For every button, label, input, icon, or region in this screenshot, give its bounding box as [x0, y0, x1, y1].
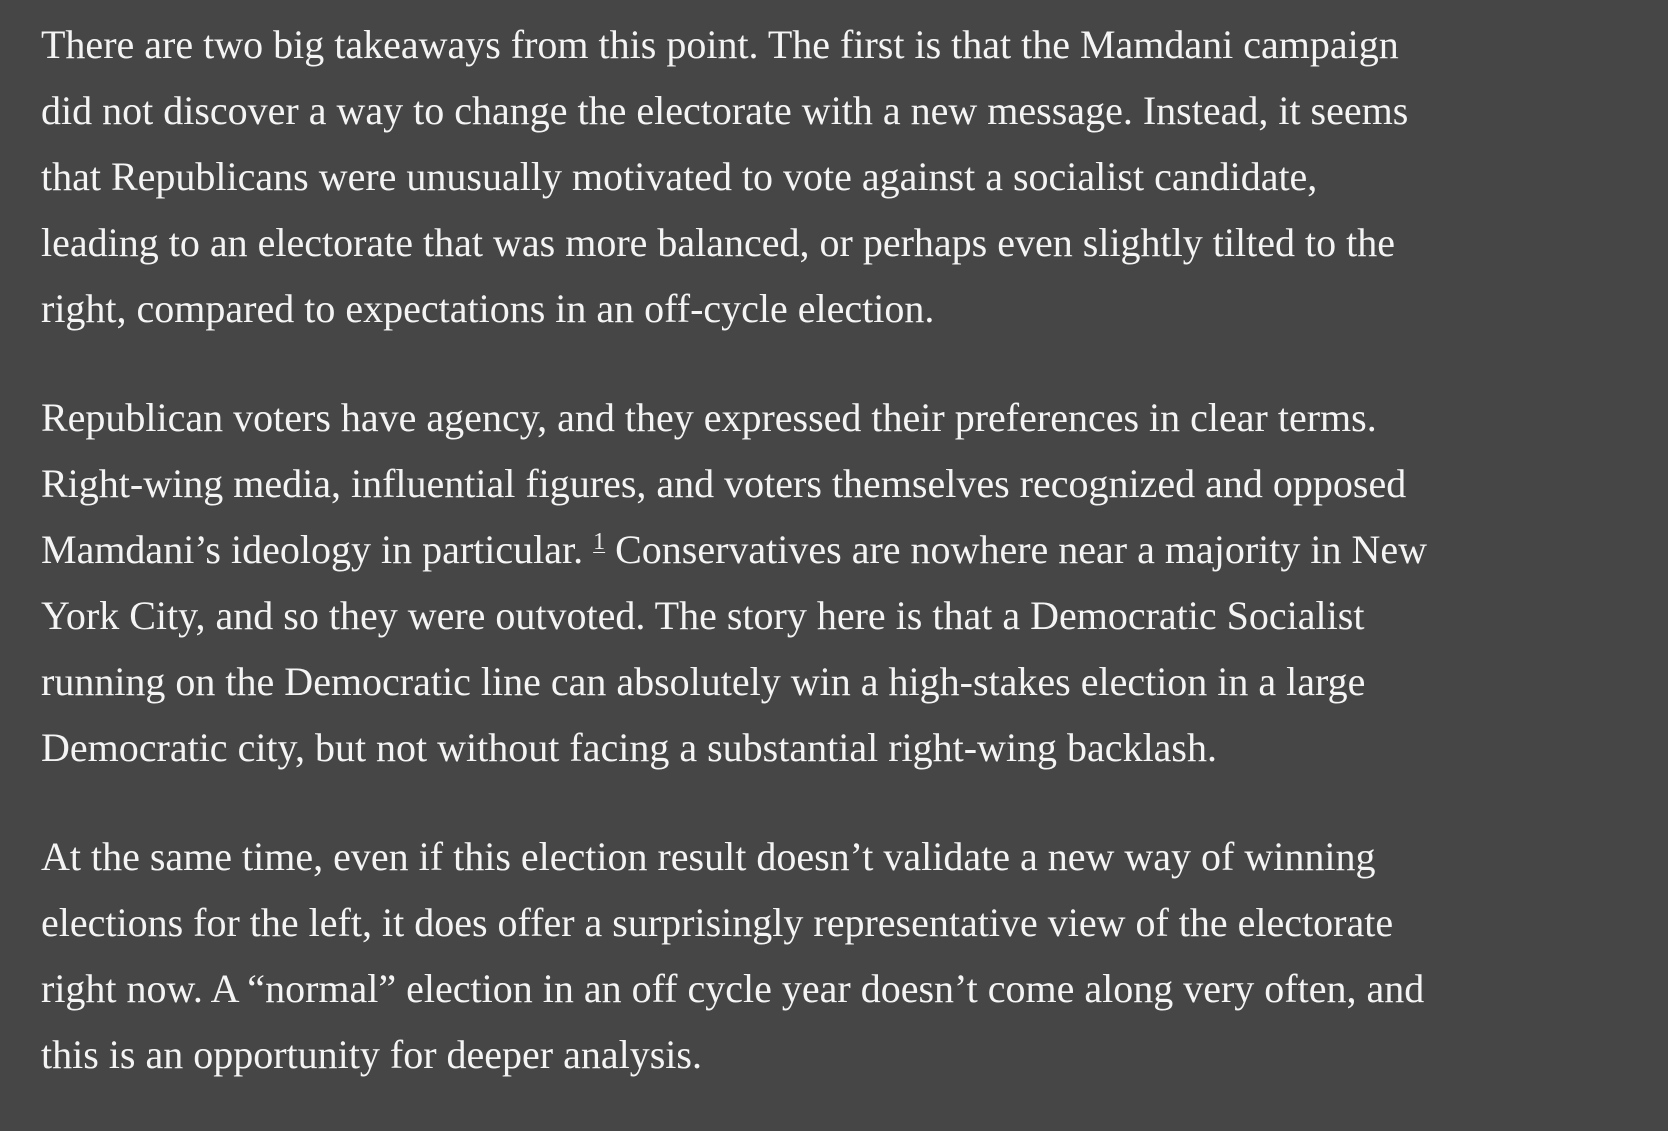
text-line: that Republicans were unusually motivated to vote against a socialist candidate,: [41, 154, 1318, 199]
paragraph-3: [41, 824, 1641, 1088]
text-line: Right-wing media, influential figures, and voters themselves recognized and opposed: [41, 461, 1407, 506]
article-body: [41, 12, 1641, 1131]
text-line: this is an opportunity for deeper analysis.: [41, 1032, 702, 1077]
text-line: York City, and so they were outvoted. The story here is that a Democratic Socialist: [41, 593, 1365, 638]
text-line: Democratic city, but not without facing a substantial right-wing backlash.: [41, 725, 1217, 770]
text-line-with-footnote: [41, 517, 1641, 583]
paragraph-2: [41, 385, 1641, 781]
text-line: elections for the left, it does offer a surprisingly representative view of the electorate: [41, 900, 1394, 945]
paragraph-1: [41, 12, 1641, 342]
text-segment: Mamdani’s ideology in particular.: [41, 527, 594, 572]
text-line: did not discover a way to change the electorate with a new message. Instead, it seems: [41, 88, 1409, 133]
text-line: right now. A “normal” election in an off cycle year doesn’t come along very often, and: [41, 966, 1425, 1011]
text-line: At the same time, even if this election result doesn’t validate a new way of winning: [41, 834, 1376, 879]
text-line: There are two big takeaways from this point. The first is that the Mamdani campaign: [41, 22, 1399, 67]
footnote-link-1[interactable]: 1: [593, 529, 606, 555]
text-line: running on the Democratic line can absolutely win a high-stakes election in a large: [41, 659, 1366, 704]
text-segment: Conservatives are nowhere near a majority in New: [615, 527, 1428, 572]
text-line: Republican voters have agency, and they expressed their preferences in clear terms.: [41, 395, 1377, 440]
text-line: right, compared to expectations in an off-cycle election.: [41, 286, 935, 331]
text-line: leading to an electorate that was more balanced, or perhaps even slightly tilted to the: [41, 220, 1395, 265]
